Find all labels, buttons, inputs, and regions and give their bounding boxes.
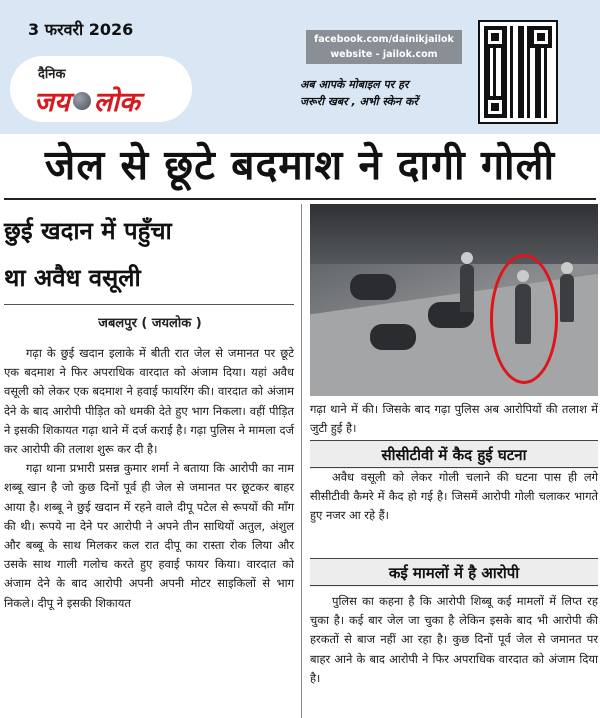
cctv-photo[interactable]	[310, 204, 598, 396]
globe-icon	[73, 92, 91, 110]
scan-prompt	[300, 76, 475, 110]
story-paragraph-3: गढ़ा थाने में की। जिसके बाद गढ़ा पुलिस अब आरोपियों की तलाश में जुटी हुई है।	[310, 402, 598, 436]
column-divider	[301, 204, 302, 718]
cases-box-text-wrap	[310, 592, 598, 688]
logo-small-text: दैनिक	[38, 67, 66, 82]
qr-code-icon[interactable]	[478, 20, 558, 124]
story-left-column	[4, 344, 294, 613]
story-subhead	[4, 208, 304, 302]
box2-rule-bottom	[310, 585, 598, 586]
logo-word-lok: लोक	[93, 87, 140, 118]
subhead-line-1: छुई खदान में पहुँचा	[4, 217, 172, 245]
subhead-rule	[4, 304, 294, 305]
suspect-highlight-circle	[490, 254, 558, 384]
newspaper-logo[interactable]	[10, 56, 192, 122]
logo-main-text	[34, 82, 140, 119]
logo-word-jay: जय	[34, 87, 70, 118]
website-link[interactable]: website - jailok.com	[330, 49, 438, 60]
cctv-box-text: अवैध वसूली को लेकर गोली चलाने की घटना पास ही लगे सीसीटीवी कैमरे में कैद हो गई है। जिसमें आरोपी गोली चलाकर भागते हुए नजर आ रहे हैं।	[310, 470, 598, 523]
headline-rule	[4, 198, 596, 200]
cctv-box-title: सीसीटीवी में कैद हुई घटना	[310, 441, 598, 469]
facebook-link[interactable]: facebook.com/dainikjailok	[314, 34, 454, 45]
main-headline: जेल से छूटे बदमाश ने दागी गोली	[44, 141, 556, 189]
cases-box-text: पुलिस का कहना है कि आरोपी शिब्बू कई मामलों में लिप्त रह चुका है। कई बार जेल जा चुका है लेकिन इसके बाद भी आरोपी की हरकतों से बाज नहीं आ रहा है। कुछ दिनों पूर्व जेल से जमानत पर बाहर आने के बाद आरोपी ने फिर अपराधिक वारदात को अंजाम दिया है।	[310, 594, 598, 685]
issue-date: 3 फरवरी 2026	[28, 20, 134, 39]
story-paragraph-1: गढ़ा के छुई खदान इलाके में बीती रात जेल से जमानत पर छूटे एक बदमाश ने फिर अपराधिक वारदात को अंजाम दिया। यहां अवैध वसूली को लेकर एक बदमाश ने हवाई फायरिंग की। वारदात को अंजाम देने के बाद आरोपी पीड़ित को धमकी देते हुए भाग निकला। वहीं पीड़ित ने इसकी शिकायत गढ़ा थाने में दर्ज कराई है। गढ़ा पुलिस ने मामला दर्ज कर आरोपी की तलाश शुरू कर दी है।	[4, 346, 294, 457]
scan-prompt-line2: जरूरी खबर , अभी स्केन करें	[300, 95, 418, 108]
cctv-box-text-wrap	[310, 468, 598, 526]
story-right-column	[310, 400, 598, 438]
masthead	[0, 0, 600, 134]
cases-box-title: कई मामलों में है आरोपी	[310, 559, 598, 587]
subhead-line-2: था अवैध वसूली	[4, 264, 141, 292]
story-paragraph-2: गढ़ा थाना प्रभारी प्रसन्न कुमार शर्मा ने बताया कि आरोपी का नाम शब्बू खान है जो कुछ दिनों पूर्व ही जेल से जमानत पर छूटकर बाहर आया है। शब्बू ने छुई खदान में रहने वाले दीपू पटेल से रूपयों की माँग की थी। रूपये ना देने पर आरोपी ने अपने तीन साथियों अतुल, अंशुल और बब्बू के साथ मिलकर कल रात दीपू का रास्ता रोक लिया और उसके साथ गाली गलोच करते हुए हवाई फायर किया। वारदात को अंजाम देने के बाद आरोपी अपनी अपनी मोटर साइकिलों से भाग निकले। दीपू ने इसकी शिकायत	[4, 461, 294, 610]
social-links-box[interactable]	[306, 30, 462, 64]
dateline: जबलपुर ( जयलोक )	[98, 316, 202, 331]
scan-prompt-line1: अब आपके मोबाइल पर हर	[300, 78, 409, 91]
